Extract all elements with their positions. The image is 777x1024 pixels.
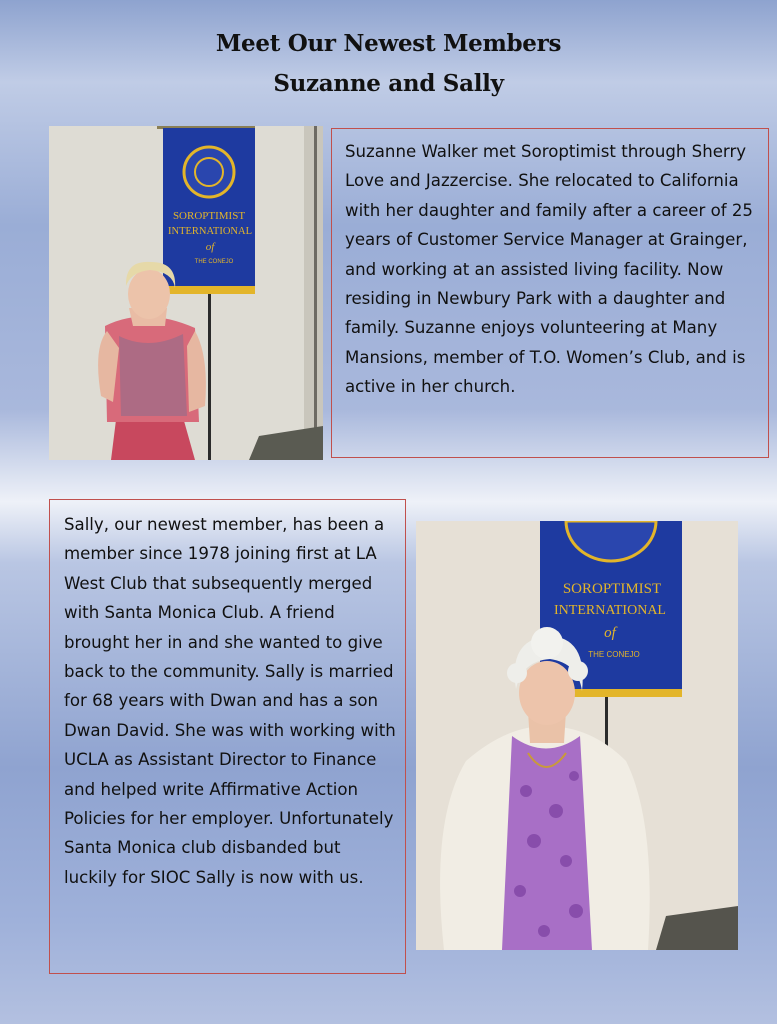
banner-1-line2: INTERNATIONAL	[168, 226, 252, 237]
soroptimist-banner-1	[163, 128, 255, 294]
banner-2-line3: of	[604, 625, 616, 641]
suzanne-photo-illustration	[49, 126, 323, 460]
suzanne-photo	[49, 126, 323, 460]
banner-2-line1: SOROPTIMIST	[562, 581, 662, 597]
sally-photo-illustration	[416, 521, 738, 950]
banner-2-line2: INTERNATIONAL	[554, 603, 666, 618]
banner-2-line4: THE CONEJO	[588, 650, 640, 659]
suzanne-bio-text: Suzanne Walker met Soroptimist through Sherry Love and Jazzercise. She relocated to California with her daughter and family after a career of 25 years of Customer Service Manager at Grainger, and working at an assisted living facility. Now residing in Newbury Park with a daughter and family. Suzanne enjoys volunteering at Many Mansions, member of T.O. Women’s Club, and is active in her church.	[345, 142, 753, 397]
page-title: Meet Our Newest Members	[215, 30, 562, 57]
sally-bio-text: Sally, our newest member, has been a member since 1978 joining first at LA West Club that subsequently merged with Santa Monica Club. A friend brought her in and she wanted to give back to the community. Sally is married for 68 years with Dwan and has a son Dwan David. She was with working with UCLA as Assistant Director to Finance and helped write Affirmative Action Policies for her employer. Unfortunately Santa Monica club disbanded but luckily for SIOC Sally is now with us.	[64, 515, 396, 887]
sally-photo	[416, 521, 738, 950]
suzanne-bio-box	[331, 128, 769, 458]
sally-bio-box	[49, 499, 406, 974]
banner-1-line1: SOROPTIMIST	[172, 210, 246, 222]
banner-1-line4: THE CONEJO	[194, 259, 234, 265]
page-subtitle: Suzanne and Sally	[273, 70, 504, 97]
banner-1-line3: of	[205, 241, 215, 253]
